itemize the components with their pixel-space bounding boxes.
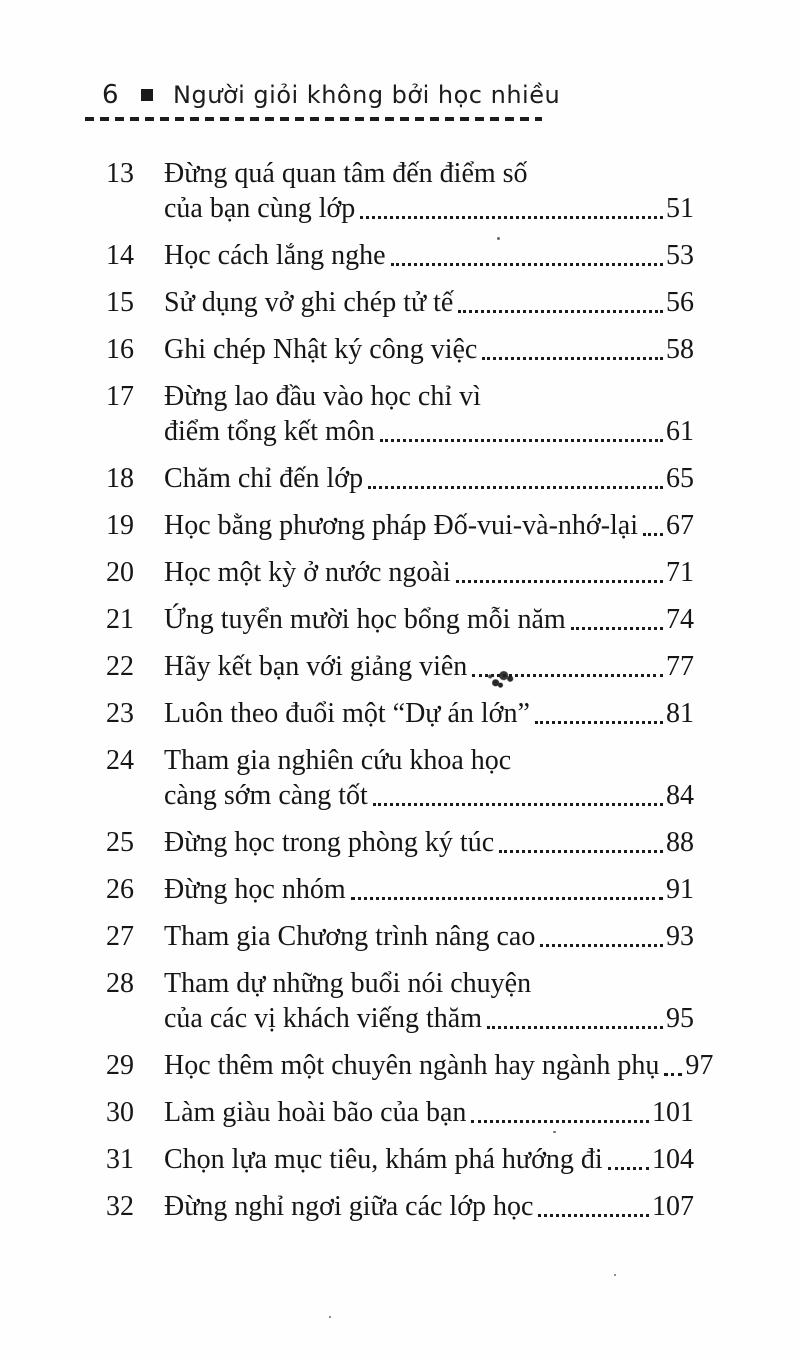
toc-entry-title: của các vị khách viếng thăm [164, 1003, 482, 1034]
toc-leader-dots [482, 332, 663, 360]
toc-entry-body [164, 919, 694, 954]
toc-entry-page: 58 [666, 334, 694, 365]
toc-entry-line [164, 332, 694, 367]
toc-entry-title: Tham gia nghiên cứu khoa học [164, 745, 512, 776]
toc-entry-page: 74 [666, 604, 694, 635]
toc-entry-page: 81 [666, 698, 694, 729]
toc-entry-body [164, 379, 694, 449]
toc-entry-line [164, 285, 694, 320]
toc-entry [106, 379, 694, 449]
toc-entry-line [164, 508, 694, 543]
toc-leader-dots [487, 1001, 663, 1029]
toc-entry-title: Học bằng phương pháp Đố-vui-và-nhớ-lại [164, 510, 639, 541]
toc-entry [106, 743, 694, 813]
toc-entry-number: 19 [106, 510, 134, 541]
toc-entry-line [164, 238, 694, 273]
toc-entry-title: Đừng lao đầu vào học chỉ vì [164, 381, 481, 412]
toc-entry-number: 29 [106, 1050, 134, 1081]
toc-entry-number: 31 [106, 1144, 134, 1175]
toc-entry-line [164, 1095, 694, 1130]
toc-entry-page: 53 [666, 240, 694, 271]
toc-entry-title: Ghi chép Nhật ký công việc [164, 334, 478, 365]
square-bullet-icon [141, 89, 153, 101]
toc-entry [106, 649, 694, 684]
toc-entry-body [164, 743, 694, 813]
toc-leader-dots [608, 1142, 649, 1170]
toc-entry-number: 18 [106, 463, 134, 494]
toc-entry [106, 508, 694, 543]
toc-entry-number: 23 [106, 698, 134, 729]
toc-entry-title: Chăm chỉ đến lớp [164, 463, 364, 494]
toc-entry-page: 51 [666, 193, 694, 224]
toc-entry-title: Làm giàu hoài bão của bạn [164, 1097, 467, 1128]
toc-leader-dots [360, 191, 663, 219]
ink-smudge-artifact [485, 666, 517, 690]
toc-entry [106, 602, 694, 637]
toc-leader-dots [351, 872, 663, 900]
toc-entry-title: Đừng nghỉ ngơi giữa các lớp học [164, 1191, 534, 1222]
toc-entry-line [164, 156, 694, 191]
scan-speck [614, 1274, 616, 1276]
toc-entry [106, 461, 694, 496]
toc-entry-page: 84 [666, 780, 694, 811]
toc-entry-body [164, 1189, 694, 1224]
toc-entry-line [164, 461, 694, 496]
toc-entry-line [164, 191, 694, 226]
toc-entry-body [164, 555, 694, 590]
toc-entry-page: 95 [666, 1003, 694, 1034]
toc-entry-body [164, 1095, 694, 1130]
toc-leader-dots [373, 778, 663, 806]
toc-entry-page: 93 [666, 921, 694, 952]
toc-entry [106, 1142, 694, 1177]
toc-entry-line [164, 966, 694, 1001]
toc-entry-title: của bạn cùng lớp [164, 193, 356, 224]
toc-entry-body [164, 696, 694, 731]
toc-entry-title: Chọn lựa mục tiêu, khám phá hướng đi [164, 1144, 603, 1175]
toc-entry-page: 104 [652, 1144, 694, 1175]
toc-entry-line [164, 743, 694, 778]
toc-leader-dots [458, 285, 663, 313]
toc-entry-title: Luôn theo đuổi một “Dự án lớn” [164, 698, 530, 729]
toc-entry-body [164, 285, 694, 320]
toc-entry [106, 1189, 694, 1224]
toc-entry-title: Học thêm một chuyên ngành hay ngành phụ [164, 1050, 660, 1081]
toc-entry-body [164, 508, 694, 543]
header-dashed-divider [85, 117, 542, 121]
toc-entry-number: 16 [106, 334, 134, 365]
toc-entry-title: Đừng học trong phòng ký túc [164, 827, 495, 858]
toc-entry [106, 156, 694, 226]
toc-entry-line [164, 649, 694, 684]
toc-entry-body [164, 966, 694, 1036]
toc-entry-line [164, 872, 694, 907]
toc-entry-body [164, 238, 694, 273]
toc-entry [106, 872, 694, 907]
toc-entry-body [164, 825, 694, 860]
toc-entry-title: Học một kỳ ở nước ngoài [164, 557, 451, 588]
toc-entry-page: 61 [666, 416, 694, 447]
toc-entry-title: Tham dự những buổi nói chuyện [164, 968, 532, 999]
toc-entry-number: 13 [106, 158, 134, 189]
toc-entry-title: Hãy kết bạn với giảng viên [164, 651, 468, 682]
toc-entry-line [164, 1001, 694, 1036]
toc-entry-number: 14 [106, 240, 134, 271]
toc-entry [106, 1048, 714, 1083]
toc-entry-number: 25 [106, 827, 134, 858]
toc-entry [106, 919, 694, 954]
toc-entry-body [164, 602, 694, 637]
toc-entry-line [164, 1189, 694, 1224]
toc-entry-page: 71 [666, 557, 694, 588]
toc-leader-dots [456, 555, 663, 583]
toc-entry-body [164, 332, 694, 367]
toc-entry [106, 1095, 694, 1130]
toc-entry-number: 20 [106, 557, 134, 588]
toc-entry-body [164, 461, 694, 496]
toc-entry-body [164, 649, 694, 684]
toc-entry-number: 27 [106, 921, 134, 952]
toc-entry-page: 67 [666, 510, 694, 541]
toc-entry-line [164, 696, 694, 731]
toc-entry-number: 32 [106, 1191, 134, 1222]
toc-entry [106, 285, 694, 320]
toc-leader-dots [391, 238, 663, 266]
toc-entry-page: 56 [666, 287, 694, 318]
toc-entry-page: 97 [685, 1050, 714, 1081]
toc-entry-page: 107 [652, 1191, 694, 1222]
toc-entry [106, 696, 694, 731]
toc-entry-line [164, 379, 694, 414]
toc-entry-body [164, 1048, 714, 1083]
toc-list [106, 156, 714, 1224]
toc-entry-number: 26 [106, 874, 134, 905]
toc-entry-number: 28 [106, 968, 134, 999]
toc-leader-dots [664, 1048, 682, 1076]
toc-entry-page: 77 [666, 651, 694, 682]
toc-entry-body [164, 1142, 694, 1177]
toc-leader-dots [368, 461, 663, 489]
toc-entry [106, 238, 694, 273]
toc-entry-title: Học cách lắng nghe [164, 240, 386, 271]
header-page-number: 6 [102, 80, 120, 110]
toc-leader-dots [538, 1189, 649, 1217]
toc-entry-line [164, 602, 694, 637]
toc-leader-dots [643, 508, 663, 536]
scan-speck [329, 1316, 331, 1318]
toc-leader-dots [540, 919, 663, 947]
toc-entry-number: 30 [106, 1097, 134, 1128]
toc-entry [106, 825, 694, 860]
toc-leader-dots [571, 602, 663, 630]
header-book-title: Người giỏi không bởi học nhiều [173, 81, 561, 109]
toc-entry-line [164, 778, 694, 813]
toc-entry-number: 22 [106, 651, 134, 682]
toc-entry-line [164, 919, 694, 954]
scan-speck [497, 237, 500, 240]
toc-entry [106, 555, 694, 590]
toc-leader-dots [471, 1095, 649, 1123]
toc-entry-line [164, 414, 694, 449]
toc-entry-page: 91 [666, 874, 694, 905]
scan-speck [553, 1131, 556, 1133]
toc-leader-dots [499, 825, 663, 853]
toc-entry-line [164, 825, 694, 860]
toc-entry-title: Sử dụng vở ghi chép tử tế [164, 287, 454, 318]
toc-entry-title: điểm tổng kết môn [164, 416, 375, 447]
toc-entry [106, 332, 694, 367]
toc-entry-body [164, 156, 694, 226]
page-header [102, 80, 800, 110]
toc-entry-body [164, 872, 694, 907]
toc-entry-page: 101 [652, 1097, 694, 1128]
toc-entry-number: 21 [106, 604, 134, 635]
toc-leader-dots [380, 414, 663, 442]
toc-entry-title: càng sớm càng tốt [164, 780, 368, 811]
toc-entry-number: 24 [106, 745, 134, 776]
toc-entry-title: Ứng tuyển mười học bổng mỗi năm [164, 604, 566, 635]
toc-entry-title: Đừng quá quan tâm đến điểm số [164, 158, 528, 189]
toc-entry-page: 65 [666, 463, 694, 494]
toc-entry-line [164, 555, 694, 590]
toc-entry-page: 88 [666, 827, 694, 858]
toc-entry [106, 966, 694, 1036]
toc-entry-line [164, 1142, 694, 1177]
toc-entry-line [164, 1048, 714, 1083]
toc-entry-title: Tham gia Chương trình nâng cao [164, 921, 536, 952]
toc-entry-number: 17 [106, 381, 134, 412]
toc-entry-title: Đừng học nhóm [164, 874, 346, 905]
toc-leader-dots [535, 696, 663, 724]
toc-entry-number: 15 [106, 287, 134, 318]
